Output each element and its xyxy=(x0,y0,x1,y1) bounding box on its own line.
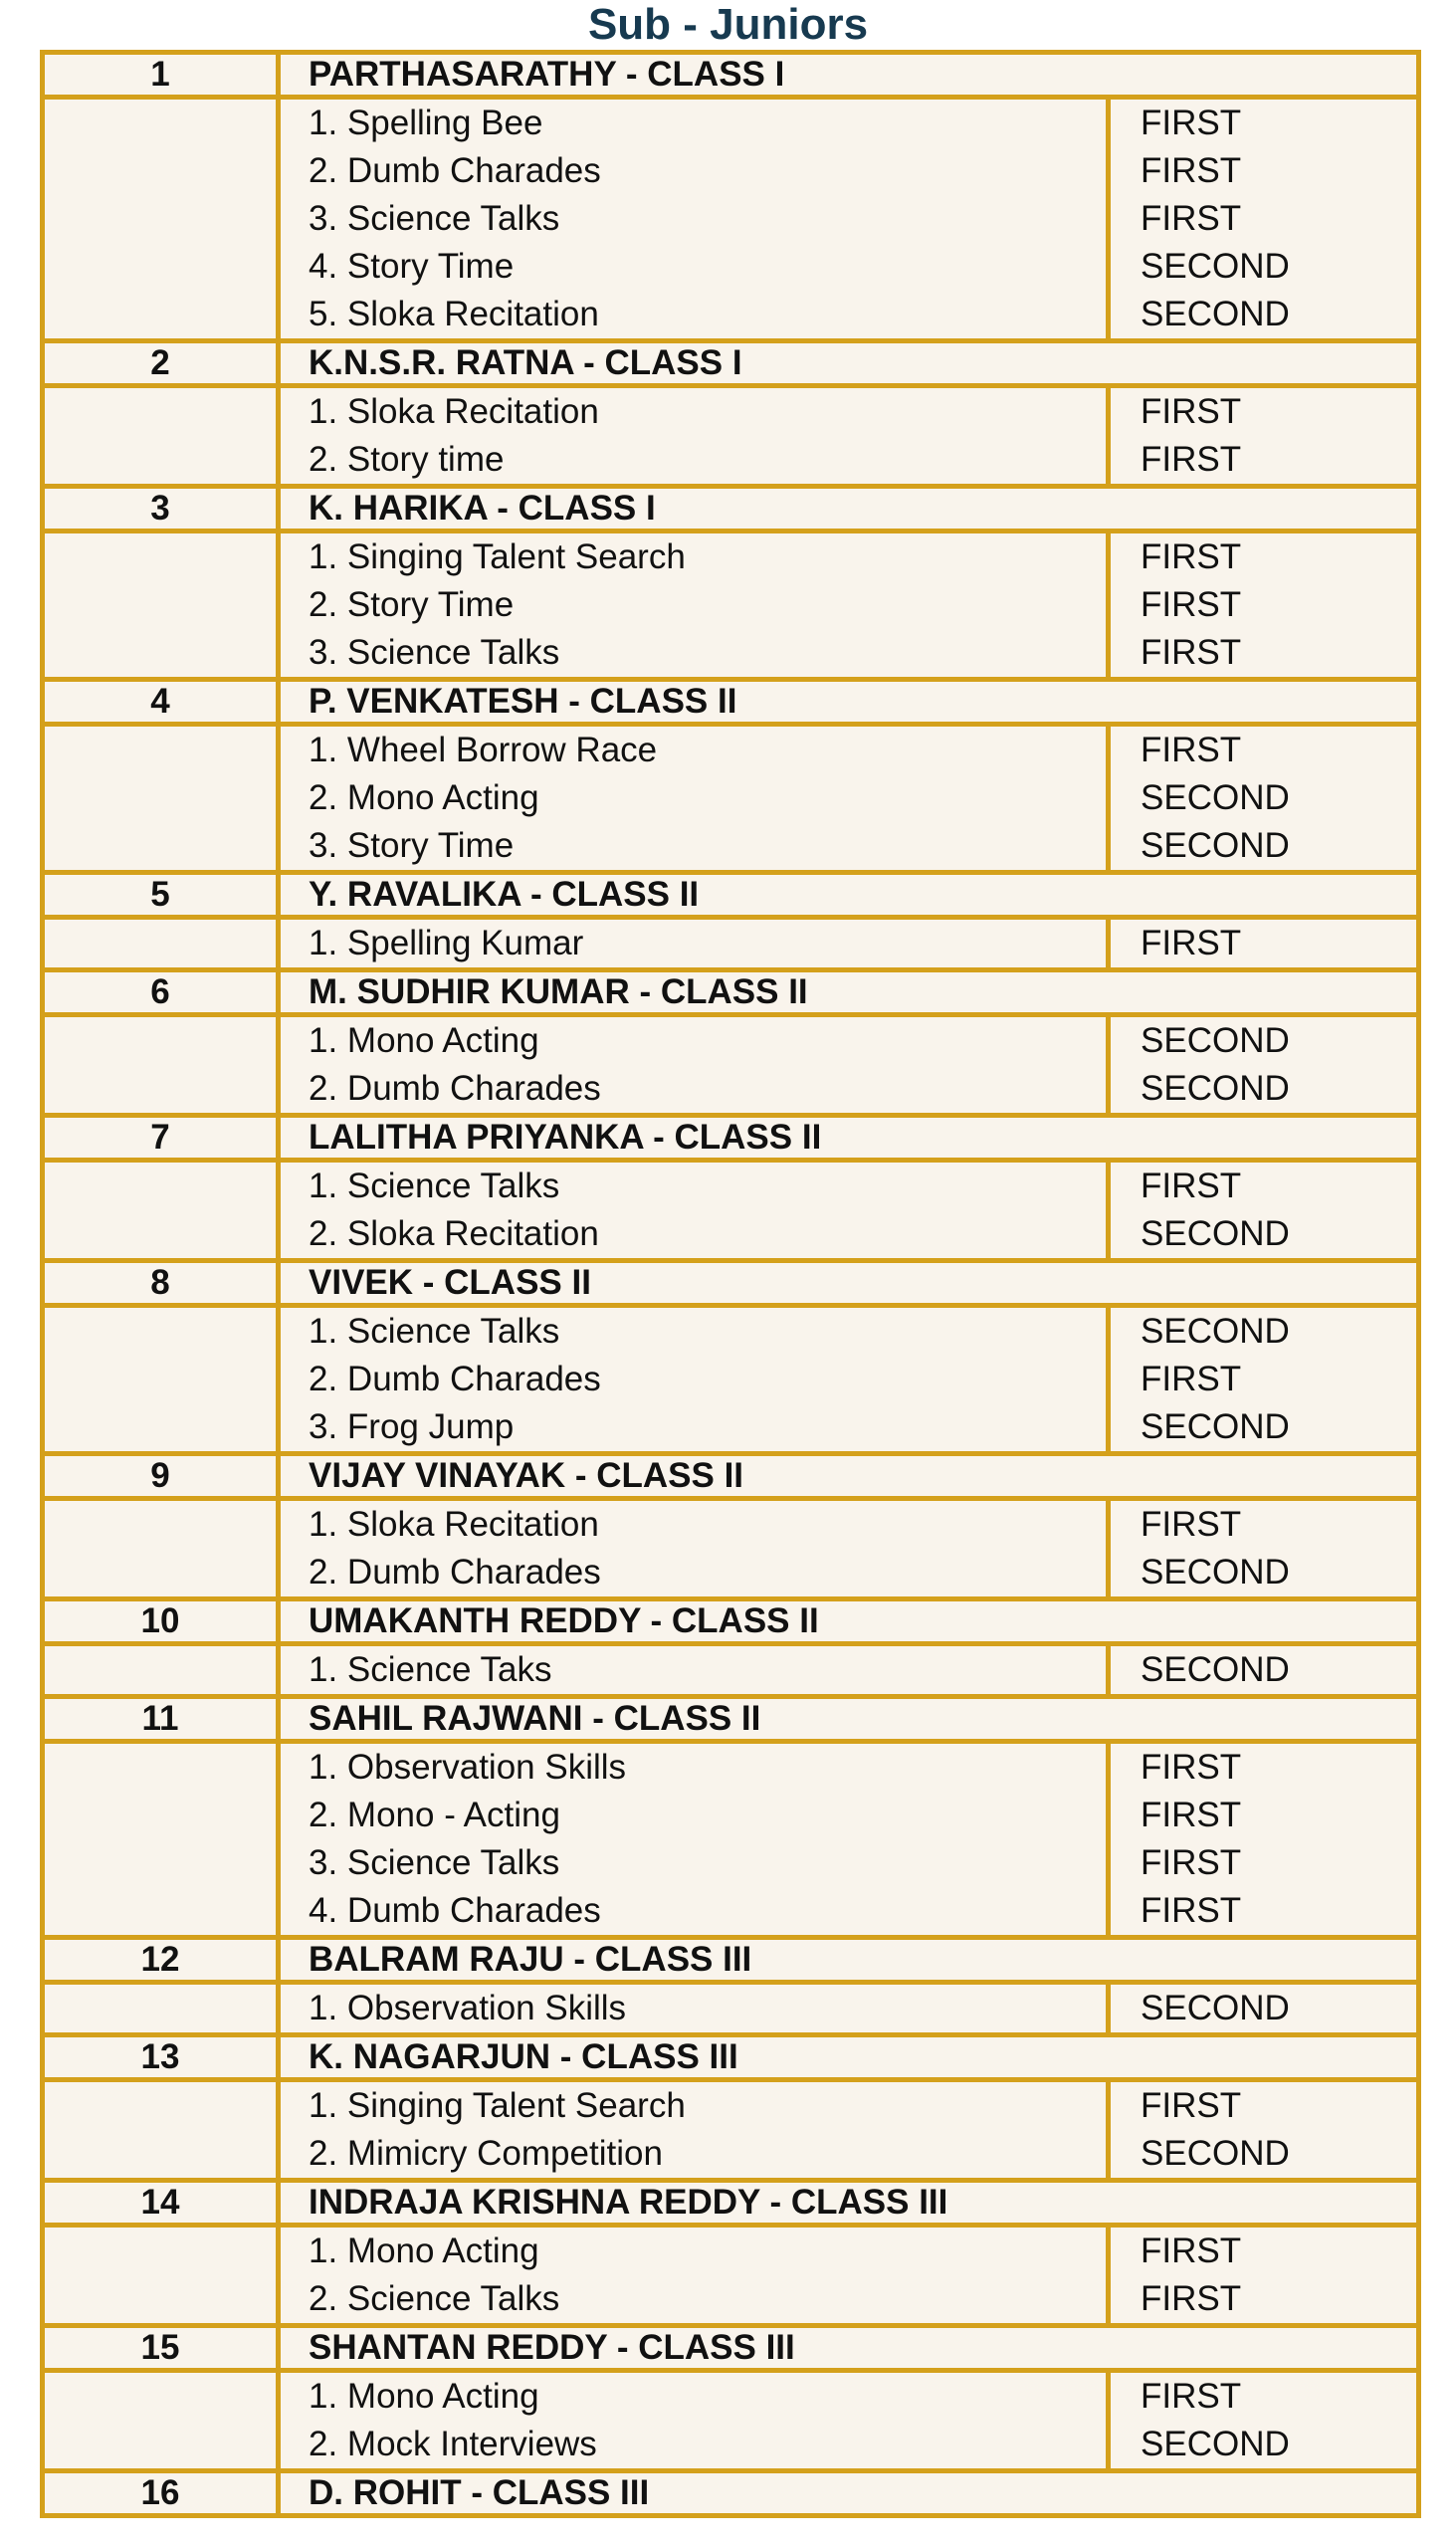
number-spacer-cell xyxy=(43,1644,279,1697)
event-name: 3. Frog Jump xyxy=(279,1403,1109,1454)
student-number: 8 xyxy=(43,1261,279,1306)
event-name: 2. Story time xyxy=(279,436,1109,487)
event-position: SECOND xyxy=(1109,291,1419,341)
student-row xyxy=(43,1454,1419,1499)
event-position: FIRST xyxy=(1109,629,1419,680)
event-position: FIRST xyxy=(1109,2275,1419,2326)
event-name: 1. Sloka Recitation xyxy=(279,1499,1109,1550)
event-position: FIRST xyxy=(1109,1792,1419,1839)
number-spacer-cell xyxy=(43,386,279,487)
event-row xyxy=(43,1742,1419,1793)
event-row xyxy=(43,1015,1419,1066)
student-row xyxy=(43,2326,1419,2371)
student-row xyxy=(43,2035,1419,2080)
event-position: FIRST xyxy=(1109,918,1419,970)
event-name: 2. Mono - Acting xyxy=(279,1792,1109,1839)
event-position: SECOND xyxy=(1109,822,1419,873)
student-number: 6 xyxy=(43,970,279,1015)
event-row xyxy=(43,2226,1419,2276)
event-name: 2. Dumb Charades xyxy=(279,147,1109,195)
event-name: 1. Spelling Bee xyxy=(279,98,1109,148)
student-row xyxy=(43,1116,1419,1161)
event-name: 2. Dumb Charades xyxy=(279,1356,1109,1403)
number-spacer-cell xyxy=(43,98,279,341)
event-position: FIRST xyxy=(1109,1839,1419,1887)
event-position: FIRST xyxy=(1109,2371,1419,2422)
event-position: FIRST xyxy=(1109,195,1419,243)
event-row xyxy=(43,98,1419,148)
student-row xyxy=(43,1697,1419,1742)
event-name: 1. Sloka Recitation xyxy=(279,386,1109,437)
student-row xyxy=(43,2471,1419,2516)
student-name: UMAKANTH REDDY - CLASS II xyxy=(279,1599,1419,1644)
student-name: P. VENKATESH - CLASS II xyxy=(279,680,1419,725)
event-name: 2. Sloka Recitation xyxy=(279,1210,1109,1261)
event-position: FIRST xyxy=(1109,725,1419,775)
student-number: 11 xyxy=(43,1697,279,1742)
student-row xyxy=(43,1599,1419,1644)
student-row xyxy=(43,873,1419,918)
event-position: SECOND xyxy=(1109,1015,1419,1066)
event-name: 2. Dumb Charades xyxy=(279,1549,1109,1599)
student-number: 10 xyxy=(43,1599,279,1644)
event-name: 1. Wheel Borrow Race xyxy=(279,725,1109,775)
student-number: 12 xyxy=(43,1938,279,1983)
event-position: SECOND xyxy=(1109,1983,1419,2035)
number-spacer-cell xyxy=(43,2371,279,2471)
number-spacer-cell xyxy=(43,2080,279,2181)
number-spacer-cell xyxy=(43,1499,279,1599)
student-number: 16 xyxy=(43,2471,279,2516)
student-row xyxy=(43,970,1419,1015)
event-position: SECOND xyxy=(1109,1306,1419,1357)
event-name: 3. Science Talks xyxy=(279,629,1109,680)
event-name: 2. Science Talks xyxy=(279,2275,1109,2326)
event-position: FIRST xyxy=(1109,581,1419,629)
event-name: 1. Science Taks xyxy=(279,1644,1109,1697)
results-table xyxy=(40,50,1421,2518)
student-row xyxy=(43,53,1419,98)
student-number: 3 xyxy=(43,487,279,531)
event-name: 1. Science Talks xyxy=(279,1306,1109,1357)
student-name: LALITHA PRIYANKA - CLASS II xyxy=(279,1116,1419,1161)
event-position: SECOND xyxy=(1109,1403,1419,1454)
results-table-body xyxy=(43,53,1419,2516)
event-position: SECOND xyxy=(1109,2421,1419,2471)
number-spacer-cell xyxy=(43,1742,279,1938)
student-row xyxy=(43,2181,1419,2226)
event-position: FIRST xyxy=(1109,1887,1419,1938)
student-name: SHANTAN REDDY - CLASS III xyxy=(279,2326,1419,2371)
event-row xyxy=(43,918,1419,970)
event-row xyxy=(43,386,1419,437)
event-row xyxy=(43,1983,1419,2035)
event-position: FIRST xyxy=(1109,386,1419,437)
event-name: 2. Mono Acting xyxy=(279,774,1109,822)
event-name: 4. Dumb Charades xyxy=(279,1887,1109,1938)
event-position: FIRST xyxy=(1109,1499,1419,1550)
student-name: VIJAY VINAYAK - CLASS II xyxy=(279,1454,1419,1499)
event-position: SECOND xyxy=(1109,1644,1419,1697)
number-spacer-cell xyxy=(43,1015,279,1116)
event-name: 4. Story Time xyxy=(279,243,1109,291)
student-name: M. SUDHIR KUMAR - CLASS II xyxy=(279,970,1419,1015)
event-name: 5. Sloka Recitation xyxy=(279,291,1109,341)
event-name: 1. Science Talks xyxy=(279,1161,1109,1211)
number-spacer-cell xyxy=(43,725,279,873)
event-row xyxy=(43,1306,1419,1357)
event-name: 1. Singing Talent Search xyxy=(279,531,1109,582)
student-number: 5 xyxy=(43,873,279,918)
number-spacer-cell xyxy=(43,1161,279,1261)
event-row xyxy=(43,1161,1419,1211)
event-row xyxy=(43,2371,1419,2422)
event-position: FIRST xyxy=(1109,98,1419,148)
event-position: SECOND xyxy=(1109,2130,1419,2181)
event-position: FIRST xyxy=(1109,1161,1419,1211)
student-name: Y. RAVALIKA - CLASS II xyxy=(279,873,1419,918)
student-name: INDRAJA KRISHNA REDDY - CLASS III xyxy=(279,2181,1419,2226)
event-name: 1. Spelling Kumar xyxy=(279,918,1109,970)
page-title: Sub - Juniors xyxy=(587,0,869,49)
event-position: SECOND xyxy=(1109,774,1419,822)
event-position: FIRST xyxy=(1109,531,1419,582)
event-name: 2. Story Time xyxy=(279,581,1109,629)
event-row xyxy=(43,2080,1419,2131)
event-name: 2. Mock Interviews xyxy=(279,2421,1109,2471)
event-name: 2. Dumb Charades xyxy=(279,1065,1109,1116)
student-name: K. HARIKA - CLASS I xyxy=(279,487,1419,531)
student-row xyxy=(43,341,1419,386)
number-spacer-cell xyxy=(43,1306,279,1454)
event-position: SECOND xyxy=(1109,1065,1419,1116)
student-number: 13 xyxy=(43,2035,279,2080)
event-position: FIRST xyxy=(1109,436,1419,487)
event-position: FIRST xyxy=(1109,1356,1419,1403)
number-spacer-cell xyxy=(43,2226,279,2326)
event-position: SECOND xyxy=(1109,243,1419,291)
student-name: K.N.S.R. RATNA - CLASS I xyxy=(279,341,1419,386)
event-name: 1. Observation Skills xyxy=(279,1742,1109,1793)
event-position: FIRST xyxy=(1109,147,1419,195)
number-spacer-cell xyxy=(43,531,279,680)
event-row xyxy=(43,725,1419,775)
event-name: 1. Singing Talent Search xyxy=(279,2080,1109,2131)
student-name: VIVEK - CLASS II xyxy=(279,1261,1419,1306)
event-row xyxy=(43,1499,1419,1550)
student-row xyxy=(43,487,1419,531)
event-name: 1. Mono Acting xyxy=(279,2371,1109,2422)
event-name: 3. Science Talks xyxy=(279,1839,1109,1887)
student-row xyxy=(43,680,1419,725)
number-spacer-cell xyxy=(43,918,279,970)
number-spacer-cell xyxy=(43,1983,279,2035)
student-number: 9 xyxy=(43,1454,279,1499)
event-position: FIRST xyxy=(1109,1742,1419,1793)
student-row xyxy=(43,1938,1419,1983)
event-row xyxy=(43,1644,1419,1697)
event-name: 1. Mono Acting xyxy=(279,1015,1109,1066)
student-name: SAHIL RAJWANI - CLASS II xyxy=(279,1697,1419,1742)
student-row xyxy=(43,1261,1419,1306)
event-position: FIRST xyxy=(1109,2080,1419,2131)
event-row xyxy=(43,531,1419,582)
event-name: 2. Mimicry Competition xyxy=(279,2130,1109,2181)
student-number: 4 xyxy=(43,680,279,725)
student-number: 15 xyxy=(43,2326,279,2371)
student-number: 1 xyxy=(43,53,279,98)
student-name: D. ROHIT - CLASS III xyxy=(279,2471,1419,2516)
student-name: K. NAGARJUN - CLASS III xyxy=(279,2035,1419,2080)
student-name: BALRAM RAJU - CLASS III xyxy=(279,1938,1419,1983)
event-position: SECOND xyxy=(1109,1210,1419,1261)
student-number: 7 xyxy=(43,1116,279,1161)
event-name: 1. Observation Skills xyxy=(279,1983,1109,2035)
event-name: 3. Story Time xyxy=(279,822,1109,873)
event-position: SECOND xyxy=(1109,1549,1419,1599)
event-name: 3. Science Talks xyxy=(279,195,1109,243)
student-name: PARTHASARATHY - CLASS I xyxy=(279,53,1419,98)
event-name: 1. Mono Acting xyxy=(279,2226,1109,2276)
event-position: FIRST xyxy=(1109,2226,1419,2276)
student-number: 14 xyxy=(43,2181,279,2226)
student-number: 2 xyxy=(43,341,279,386)
